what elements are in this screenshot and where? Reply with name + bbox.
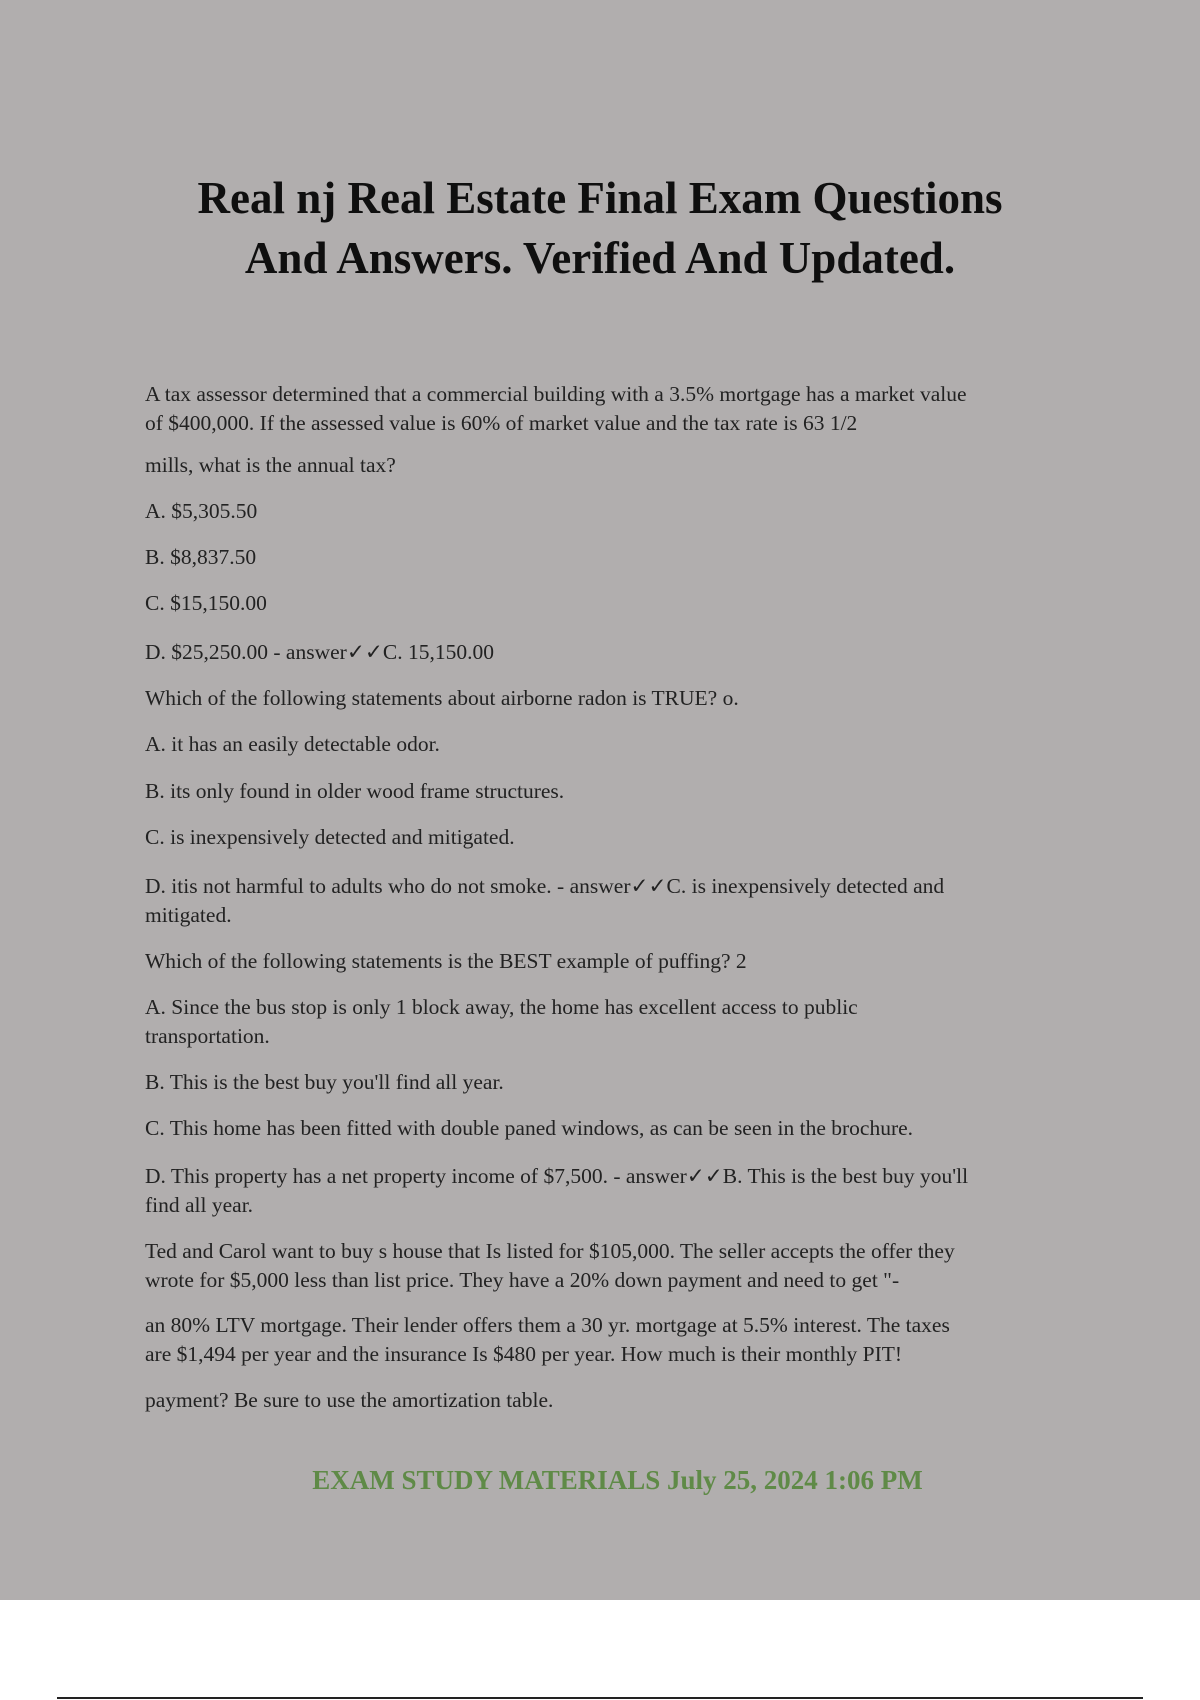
question-2-stem: Which of the following statements about airborne radon is TRUE? o.: [145, 686, 739, 710]
question-4-line-3: payment? Be sure to use the amortization table.: [145, 1388, 554, 1412]
question-1-option-a: A. $5,305.50: [145, 499, 258, 523]
document-body: [145, 380, 1075, 1415]
question-3-option-c: C. This home has been fitted with double paned windows, as can be seen in the brochure.: [145, 1116, 914, 1140]
question-1-line-2: mills, what is the annual tax?: [145, 453, 396, 477]
question-4-line-2: an 80% LTV mortgage. Their lender offers them a 30 yr. mortgage at 5.5% interest. The taxes are $1,494 per year and the insurance Is $480 per year. How much is their monthly PIT!: [145, 1313, 950, 1366]
question-2-option-c: C. is inexpensively detected and mitigated.: [145, 825, 515, 849]
question-3-stem: Which of the following statements is the BEST example of puffing? 2: [145, 949, 747, 973]
question-2-option-d-answer: D. itis not harmful to adults who do not smoke. - answer✓✓C. is inexpensively detected and mitigated.: [145, 874, 945, 927]
question-1-option-b: B. $8,837.50: [145, 545, 257, 569]
question-3-option-d-answer: D. This property has a net property income of $7,500. - answer✓✓B. This is the best buy you'll find all year.: [145, 1164, 969, 1217]
question-1-line-1: A tax assessor determined that a commercial building with a 3.5% mortgage has a market value of $400,000. If the assessed value is 60% of market value and the tax rate is 63 1/2: [145, 382, 967, 435]
document-title: Real nj Real Estate Final Exam Questions And Answers. Verified And Updated.: [197, 173, 1003, 283]
footer-watermark-text: EXAM STUDY MATERIALS July 25, 2024 1:06 PM: [312, 1465, 923, 1495]
question-3-option-a: A. Since the bus stop is only 1 block away, the home has excellent access to public transportation.: [145, 995, 858, 1048]
page-bottom-rule: [57, 1697, 1143, 1699]
question-4-line-1: Ted and Carol want to buy s house that Is listed for $105,000. The seller accepts the offer they wrote for $5,000 less than list price. They have a 20% down payment and need to get "-: [145, 1239, 955, 1292]
question-3-option-b: B. This is the best buy you'll find all year.: [145, 1070, 504, 1094]
question-2-option-a: A. it has an easily detectable odor.: [145, 732, 440, 756]
question-1-option-c: C. $15,150.00: [145, 591, 267, 615]
question-1-option-d-answer: D. $25,250.00 - answer✓✓C. 15,150.00: [145, 640, 494, 664]
question-2-option-b: B. its only found in older wood frame structures.: [145, 779, 565, 803]
